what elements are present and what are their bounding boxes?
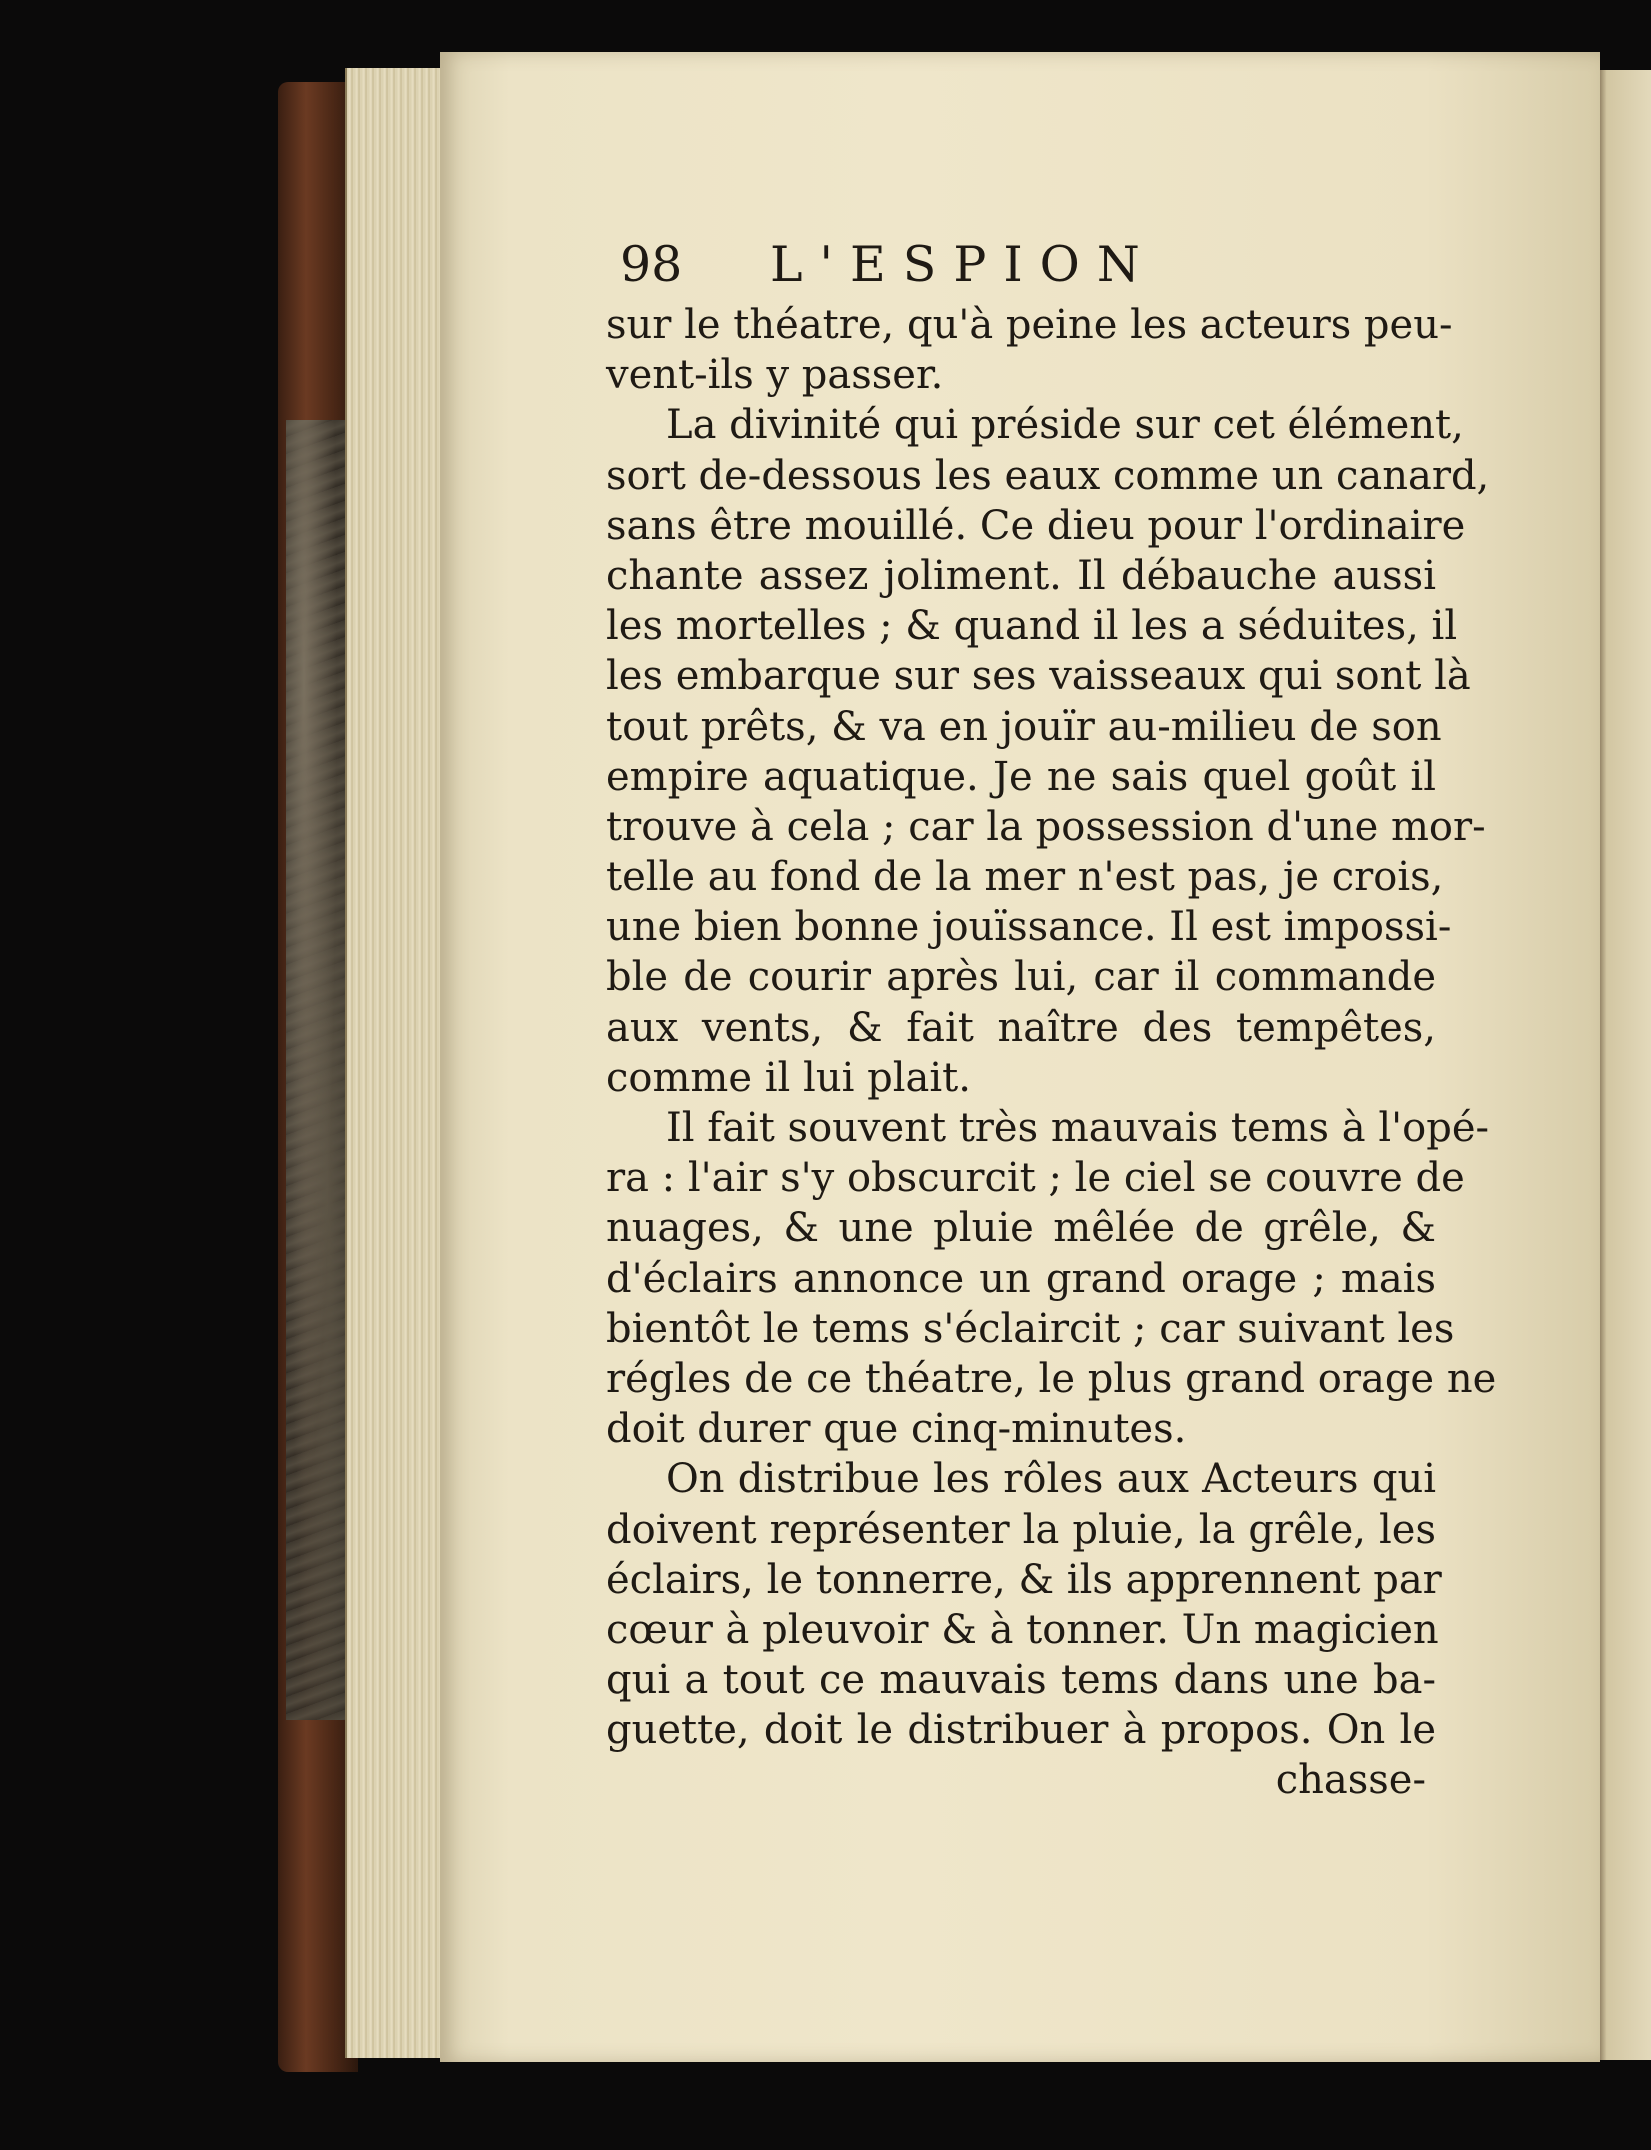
- text-line: chante assez joliment. Il débauche aussi: [606, 552, 1436, 599]
- text-line: tout prêts, & va en jouïr au-milieu de son: [606, 703, 1442, 750]
- text-line: qui a tout ce mauvais tems dans une ba-: [606, 1657, 1436, 1704]
- text-line: bientôt le tems s'éclaircit ; car suivant les: [606, 1305, 1455, 1352]
- text-line: trouve à cela ; car la possession d'une mor-: [606, 803, 1486, 850]
- text-line: nuages, & une pluie mêlée de grêle, &: [606, 1205, 1436, 1252]
- text-line: les embarque sur ses vaisseaux qui sont là: [606, 653, 1471, 700]
- text-line: ra : l'air s'y obscurcit ; le ciel se couvre de: [606, 1155, 1465, 1202]
- page-number: 98: [620, 236, 683, 293]
- text-line: sur le théatre, qu'à peine les acteurs peu-: [606, 302, 1453, 348]
- text-line: sort de-dessous les eaux comme un canard,: [606, 452, 1490, 499]
- text-line: vent-ils y passer.: [606, 352, 944, 399]
- text-line: La divinité qui préside sur cet élément,: [666, 402, 1464, 449]
- catchword: chasse-: [1275, 1757, 1426, 1804]
- text-line: aux vents, & fait naître des tempêtes,: [606, 1004, 1436, 1051]
- text-line: guette, doit le distribuer à propos. On le: [606, 1707, 1436, 1754]
- body-text: [606, 300, 1497, 1806]
- text-line: cœur à pleuvoir & à tonner. Un magicien: [606, 1606, 1439, 1653]
- text-line: les mortelles ; & quand il les a séduites, il: [606, 603, 1458, 650]
- text-line: d'éclairs annonce un grand orage ; mais: [606, 1255, 1436, 1302]
- running-title: L'ESPION: [770, 236, 1157, 293]
- text-line: telle au fond de la mer n'est pas, je crois,: [606, 854, 1444, 901]
- text-line: empire aquatique. Je ne sais quel goût il: [606, 753, 1436, 800]
- text-line: On distribue les rôles aux Acteurs qui: [666, 1456, 1436, 1503]
- text-line: sans être mouillé. Ce dieu pour l'ordinaire: [606, 502, 1466, 549]
- facing-page-edge: [1592, 70, 1651, 2060]
- text-line: régles de ce théatre, le plus grand orage ne: [606, 1355, 1497, 1402]
- text-line: comme il lui plait.: [606, 1054, 971, 1101]
- text-line: ble de courir après lui, car il commande: [606, 954, 1436, 1001]
- text-line: une bien bonne jouïssance. Il est impossi-: [606, 904, 1452, 951]
- text-line: Il fait souvent très mauvais tems à l'opé-: [666, 1105, 1490, 1151]
- text-line: doit durer que cinq-minutes.: [606, 1406, 1187, 1453]
- marbled-board: [286, 420, 346, 1720]
- page-header: [620, 236, 1250, 306]
- text-line: éclairs, le tonnerre, & ils apprennent par: [606, 1556, 1442, 1603]
- text-line: doivent représenter la pluie, la grêle, les: [606, 1506, 1436, 1553]
